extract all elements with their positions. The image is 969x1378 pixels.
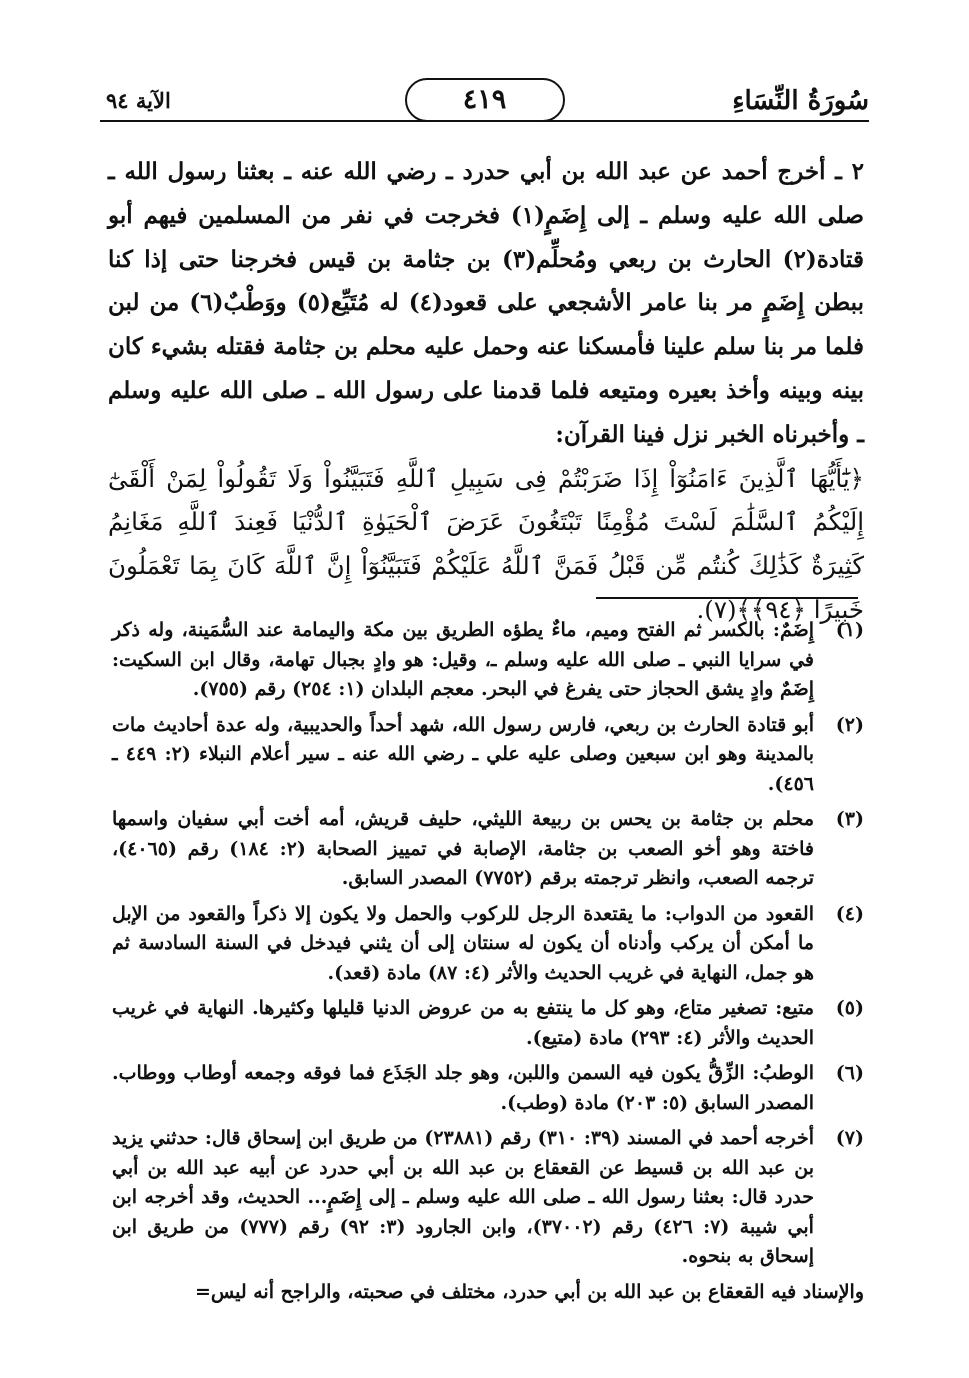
footnote-separator xyxy=(596,597,858,599)
footnote-number: (١) xyxy=(835,619,864,641)
footnote-number: (٧) xyxy=(835,1127,864,1149)
footnote xyxy=(112,1124,864,1272)
footnote-text: أبو قتادة الحارث بن ربعي، فارس رسول الله، شهد أحداً والحديبية، وله عدة أحاديث مات بالمدينة وهو ابن سبعين وصلى عليه علي ـ رضي الله عنه ـ سير أعلام النبلاء (٢: ٤٤٩ ـ ٤٥٦). xyxy=(112,713,814,795)
footnote-number: (٤) xyxy=(835,902,864,925)
footnote-text: أخرجه أحمد في المسند (٣٩: ٣١٠) رقم (٢٣٨٨١) من طريق ابن إسحاق قال: حدثني يزيد بن عبد الله بن قسيط عن القعقاع بن عبد الله بن أبي حدرد عن أبيه عبد الله بن أبي حدرد قال: بعثنا رسول الله ـ صلى الله عليه وسلم ـ إلى إِضَمٍ... الحديث، وقد أخرجه ابن أبي شيبة (٧: ٤٢٦) رقم (٣٧٠٠٢)، وابن الجارود (٣: ٩٢) رقم (٧٧٧) من طريق ابن إسحاق به بنحوه. xyxy=(112,1127,814,1267)
footnote xyxy=(112,711,864,800)
footnote-text: إِضَمٌ: بالكسر ثم الفتح وميم، ماءٌ يطؤه الطريق بين مكة واليمامة عند السُّمَينة، وله ذكر في سرايا النبي ـ صلى الله عليه وسلم ـ، وقيل: هو وادٍ بجبال تهامة، وقال ابن السكيت: إِضَمٌ وادٍ يشق الحجاز حتى يفرغ في البحر. معجم البلدان (١: ٢٥٤) رقم (٧٥٥). xyxy=(112,619,814,700)
footnote-number: (٣) xyxy=(835,808,864,830)
quran-verse: ﴿يَٰٓأَيُّهَا ٱلَّذِينَ ءَامَنُوٓاْ إِذَا ضَرَبْتُمْ فِى سَبِيلِ ٱللَّهِ فَتَبَيَّنُواْ وَلَا تَقُولُواْ لِمَنْ أَلْقَىٰٓ إِلَيْكُمُ ٱلسَّلَٰمَ لَسْتَ مُؤْمِنًا تَبْتَغُونَ عَرَضَ ٱلْحَيَوٰةِ ٱلدُّنْيَا فَعِندَ ٱللَّهِ مَغَانِمُ كَثِيرَةٌ كَذَٰلِكَ كُنتُم مِّن قَبْلُ فَمَنَّ ٱللَّهُ عَلَيْكُمْ فَتَبَيَّنُوٓاْ إِنَّ ٱللَّهَ كَانَ بِمَا تَعْمَلُونَ خَبِيرًا ﴿٩٤﴾﴾(٧). xyxy=(108,463,864,624)
page-number: ٤١٩ xyxy=(405,78,565,122)
footnote xyxy=(112,616,864,705)
footnote xyxy=(112,805,864,894)
footnote-text: متيع: تصغير متاع، وهو كل ما ينتفع به من عروض الدنيا قليلها وكثيرها. النهاية في غريب الحديث والأثر (٤: ٢٩٣) مادة (متيع). xyxy=(112,997,814,1049)
page-header xyxy=(100,78,869,126)
footnote-number: (٦) xyxy=(835,1062,864,1084)
footnote-continuation: والإسناد فيه القعقاع بن عبد الله بن أبي حدرد، مختلف في صحبته، والراجح أنه ليس= xyxy=(194,1280,864,1303)
ayah-label: الآية ٩٤ xyxy=(106,88,171,113)
surah-title: سُورَةُ النِّسَاءِ xyxy=(732,86,869,116)
footnote xyxy=(112,900,864,989)
footnote-text: القعود من الدواب: ما يقتعدة الرجل للركوب والحمل ولا يكون إلا ذكراً والقعود من الإبل ما أمكن أن يركب وأدناه أن يكون له سنتان إلى أن يثني فيدخل في السنة السادسة ثم هو جمل، النهاية في غريب الحديث والأثر (٤: ٨٧) مادة (قعد). xyxy=(112,902,814,984)
footnote-number: (٥) xyxy=(835,997,864,1019)
main-text xyxy=(108,150,864,632)
footnotes xyxy=(112,616,864,1307)
footnote xyxy=(112,994,864,1053)
footnote xyxy=(112,1059,864,1118)
hadith-paragraph: ٢ ـ أخرج أحمد عن عبد الله بن أبي حدرد ـ رضي الله عنه ـ بعثنا رسول الله ـ صلى الله عليه وسلم ـ إلى إِضَمٍ(١) فخرجت في نفر من المسلمين فيهم أبو قتادة(٢) الحارث بن ربعي ومُحلِّم(٣) بن جثامة بن قيس فخرجنا حتى إذا كنا ببطن إِضَمٍ مر بنا عامر الأشجعي على قعود(٤) له مُتَيِّع(٥) ووَطْبٌ(٦) من لبن فلما مر بنا سلم علينا فأمسكنا عنه وحمل عليه محلم بن جثامة فقتله بشيء كان بينه وبينه وأخذ بعيره ومتيعه فلما قدمنا على رسول الله ـ صلى الله عليه وسلم ـ وأخبرناه الخبر نزل فينا القرآن: xyxy=(107,158,864,448)
footnote-number: (٢) xyxy=(835,713,864,736)
footnote-text: الوطبُ: الزِّقُّ يكون فيه السمن واللبن، وهو جلد الجَذَع فما فوقه وجمعه أوطاب ووطاب. المصدر السابق (٥: ٢٠٣) مادة (وطب). xyxy=(112,1062,814,1114)
footnote-text: محلم بن جثامة بن يحس بن ربيعة الليثي، حليف قريش، أمه أخت أبي سفيان واسمها فاختة وهو أخو الصعب بن جثامة، الإصابة في تمييز الصحابة (٢: ١٨٤) رقم (٤٠٦٥)، ترجمه الصعب، وانظر ترجمته برقم (٧٧٥٢) المصدر السابق. xyxy=(112,808,814,889)
